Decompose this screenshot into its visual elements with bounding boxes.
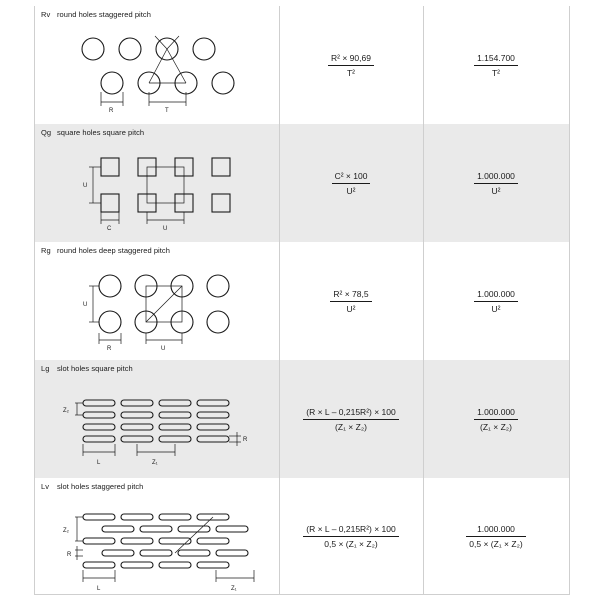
formula-numerator: 1.000.000 <box>477 523 515 534</box>
row-description: slot holes square pitch <box>57 364 133 373</box>
dimension-label-r: R <box>243 437 248 443</box>
formula-denominator: T² <box>346 67 356 78</box>
dimension-label-t: T <box>165 108 169 114</box>
formula-numerator: 1.154.700 <box>477 52 515 63</box>
row-code: Qg <box>41 128 52 137</box>
formula-holes-count <box>423 124 569 242</box>
row-code: Lg <box>41 364 50 373</box>
formula-numerator: 1.000.000 <box>477 170 515 181</box>
row-code: Lv <box>41 482 50 491</box>
formula-holes-count <box>423 478 569 594</box>
dimension-label-u-vertical: U <box>83 302 88 308</box>
dimension-label-r: R <box>67 552 72 558</box>
dimension-label-u-vertical: U <box>83 183 88 189</box>
row-code: Rv <box>41 10 51 19</box>
formula-open-area <box>279 478 423 594</box>
formula-denominator: U² <box>491 303 501 314</box>
formula-open-area <box>279 124 423 242</box>
formula-holes-count <box>423 360 569 478</box>
formula-denominator: U² <box>491 185 501 196</box>
dimension-label-l: L <box>97 460 101 466</box>
formula-numerator: R² × 78,5 <box>333 288 369 299</box>
formula-open-area <box>279 6 423 124</box>
table-row-lv <box>35 478 569 594</box>
dimension-label-z1: Z₁ <box>152 460 158 466</box>
row-description: slot holes staggered pitch <box>57 482 144 491</box>
round-deep-staggered-diagram <box>35 242 279 360</box>
row-description: round holes deep staggered pitch <box>57 246 170 255</box>
dimension-label-l: L <box>97 586 101 592</box>
formula-denominator: (Z₁ × Z₂) <box>335 421 367 432</box>
formula-numerator: 1.000.000 <box>477 288 515 299</box>
formula-open-area <box>279 242 423 360</box>
dimension-label-r: R <box>109 108 114 114</box>
dimension-label-u-horizontal: U <box>163 226 168 232</box>
formula-numerator: (R × L – 0,215R²) × 100 <box>306 406 396 417</box>
formula-denominator: U² <box>346 303 356 314</box>
dimension-label-z1: Z₁ <box>231 586 237 592</box>
formula-holes-count <box>423 6 569 124</box>
table-row-lg <box>35 360 569 478</box>
formula-numerator: C² × 100 <box>334 170 368 181</box>
formula-denominator: 0,5 × (Z₁ × Z₂) <box>469 538 523 549</box>
slot-staggered-diagram <box>35 478 279 596</box>
slot-square-diagram <box>35 360 279 478</box>
formula-denominator: (Z₁ × Z₂) <box>480 421 512 432</box>
round-staggered-diagram <box>35 6 279 124</box>
dimension-label-z2: Z₂ <box>63 408 69 414</box>
perforation-table <box>34 6 570 595</box>
dimension-label-z2: Z₂ <box>63 528 69 534</box>
table-row-rv <box>35 6 569 124</box>
row-description: square holes square pitch <box>57 128 145 137</box>
formula-numerator: R² × 90,69 <box>331 52 371 63</box>
formula-numerator: 1.000.000 <box>477 406 515 417</box>
dimension-label-u-horizontal: U <box>161 346 166 352</box>
formula-holes-count <box>423 242 569 360</box>
table-row-rg <box>35 242 569 360</box>
table-row-qg <box>35 124 569 242</box>
dimension-label-r: R <box>107 346 112 352</box>
formula-open-area <box>279 360 423 478</box>
formula-numerator: (R × L – 0,215R²) × 100 <box>306 523 396 534</box>
row-code: Rg <box>41 246 51 255</box>
row-description: round holes staggered pitch <box>57 10 151 19</box>
square-square-diagram <box>35 124 279 242</box>
formula-denominator: 0,5 × (Z₁ × Z₂) <box>324 538 378 549</box>
formula-denominator: T² <box>491 67 500 78</box>
formula-denominator: U² <box>346 185 356 196</box>
dimension-label-c: C <box>107 226 112 232</box>
